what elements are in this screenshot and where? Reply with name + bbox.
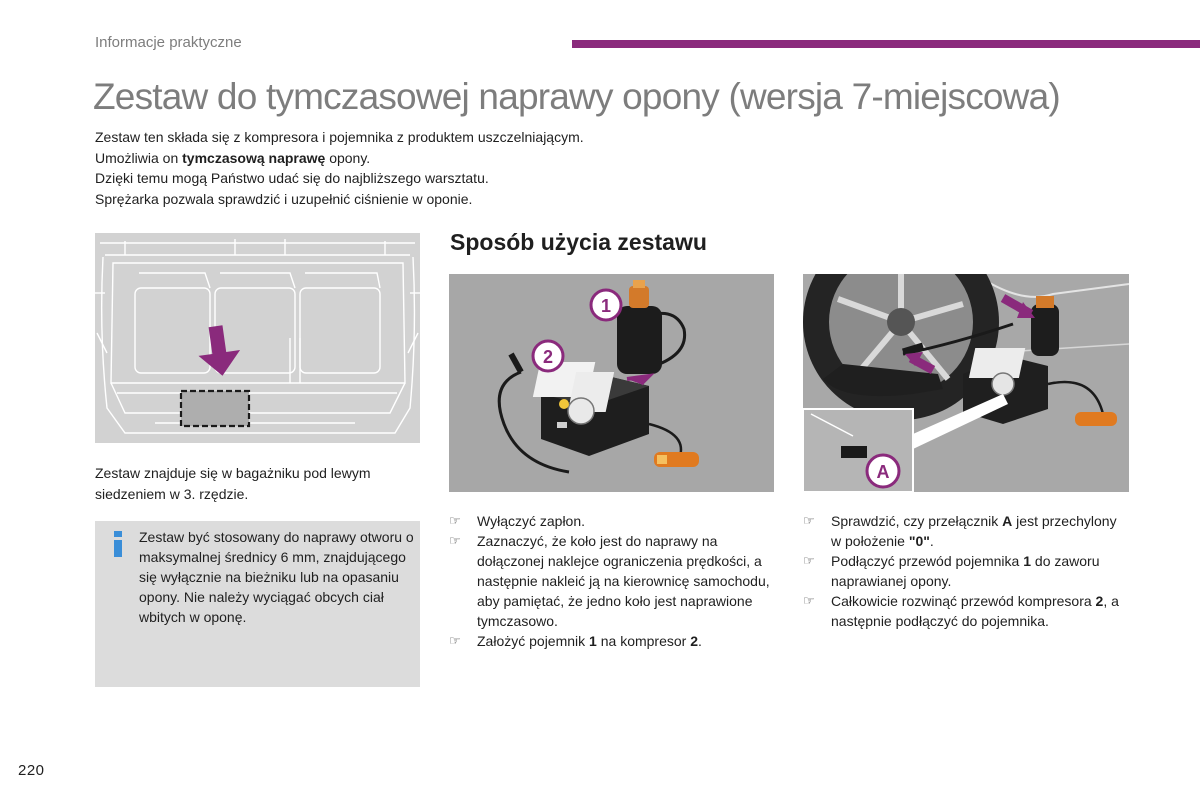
intro-line: Umożliwia on tymczasową naprawę opony. (95, 149, 371, 166)
wheel-label-a: A (876, 462, 890, 482)
info-icon (108, 531, 128, 557)
list-item: ☞ Założyć pojemnik 1 na kompresor 2. (449, 633, 702, 649)
pointing-hand-icon: ☞ (803, 553, 815, 568)
pointing-hand-icon: ☞ (803, 593, 815, 608)
steps-right-list (803, 511, 1129, 631)
howto-heading: Sposób użycia zestawu (450, 229, 707, 255)
section-label: Informacje praktyczne (95, 34, 242, 51)
pointing-hand-icon: ☞ (803, 513, 815, 528)
trunk-caption: Zestaw znajduje się w bagażniku pod lewym siedzeniem w 3. rzędzie. (95, 465, 371, 502)
intro-line: Zestaw ten składa się z kompresora i pojemnika z produktem uszczelniającym. (95, 129, 584, 145)
kit-label-1: 1 (600, 296, 612, 316)
trunk-illustration (95, 233, 420, 443)
compressor-kit-illustration (449, 274, 774, 492)
pointing-hand-icon: ☞ (449, 633, 461, 648)
list-item: ☞ Podłączyć przewód pojemnika 1 do zaworu naprawianej opony. (803, 553, 1100, 589)
trunk-drawing (95, 233, 420, 443)
intro-line: Sprężarka pozwala sprawdzić i uzupełnić ciśnienie w oponie. (95, 190, 473, 207)
intro-paragraph (95, 127, 584, 209)
intro-line: Dzięki temu mogą Państwo udać się do najbliższego warsztatu. (95, 170, 489, 186)
wheel-connection-illustration (803, 274, 1129, 492)
wheel-connection-drawing (803, 274, 1129, 492)
list-item: ☞ Sprawdzić, czy przełącznik A jest przechylony w położenie "0". (803, 513, 1117, 549)
pointing-hand-icon: ☞ (449, 533, 461, 548)
compressor-kit-drawing (449, 274, 774, 492)
steps-left-list (449, 511, 774, 651)
info-note-text: Zestaw być stosowany do naprawy otworu o maksymalnej średnicy 6 mm, znajdującego się wyłącznie na bieżniku lub na opasaniu opony. Nie należy wyciągać obcych ciał wbitych w oponę. (139, 529, 414, 625)
header-accent-bar (572, 40, 1200, 48)
list-item: ☞ Zaznaczyć, że koło jest do naprawy na dołączonej naklejce ograniczenia prędkości, a następnie nakleić ją na kierownicę samochodu, aby pamiętać, że jedno koło jest naprawione tymczasowo. (449, 533, 770, 629)
list-item: ☞ Całkowicie rozwinąć przewód kompresora 2, a następnie podłączyć do pojemnika. (803, 593, 1119, 629)
page-number: 220 (18, 762, 45, 779)
page-title: Zestaw do tymczasowej naprawy opony (wersja 7-miejscowa) (93, 76, 1060, 117)
kit-label-2: 2 (542, 347, 554, 367)
pointing-hand-icon: ☞ (449, 513, 461, 528)
list-item: ☞ Wyłączyć zapłon. (449, 513, 586, 529)
